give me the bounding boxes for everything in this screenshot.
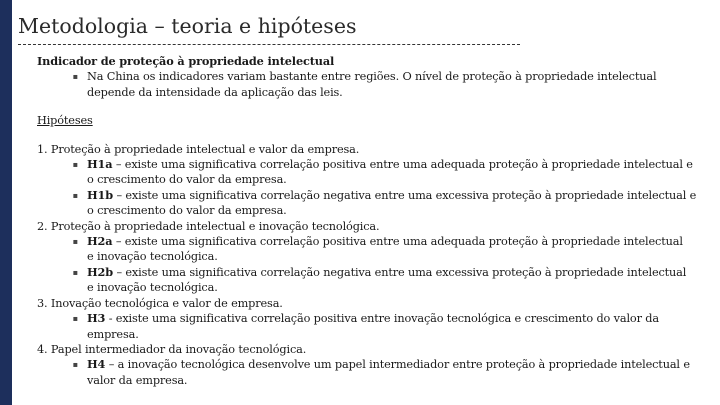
hypothesis-code: H3 — [87, 311, 106, 326]
slide-title: Metodologia – teoria e hipóteses — [18, 14, 357, 38]
slide-content — [37, 54, 709, 388]
hypothesis-line — [87, 357, 709, 372]
hypothesis-line: e inovação tecnológica. — [87, 281, 218, 295]
hypothesis-code: H2b — [87, 264, 113, 279]
hypothesis-line: e inovação tecnológica. — [87, 250, 218, 264]
hypothesis-bullet — [37, 157, 709, 188]
hypothesis-code: H4 — [87, 357, 106, 372]
hypothesis-topic: 1. Proteção à propriedade intelectual e valor da empresa. — [37, 142, 360, 156]
indicator-bullet — [37, 69, 709, 100]
left-accent-bar — [0, 0, 12, 405]
hypothesis-code: H1a — [87, 157, 113, 172]
hypotheses-list — [37, 142, 709, 389]
hypothesis-text: – existe uma significativa correlação negativa entre uma excessiva proteção à propriedade intelectual e — [116, 188, 697, 202]
hypothesis-line: o crescimento do valor da empresa. — [87, 173, 287, 187]
hypothesis-bullet — [37, 234, 709, 265]
title-dashed-divider — [18, 44, 520, 45]
hypothesis-line: empresa. — [87, 327, 139, 341]
hypothesis-text: – existe uma significativa correlação negativa entre uma excessiva proteção à propriedade intelectual — [116, 265, 687, 279]
square-bullet-icon: ▪ — [72, 237, 78, 247]
hypothesis-line: valor da empresa. — [87, 373, 188, 387]
hypothesis-bullet — [37, 357, 709, 388]
hypothesis-topic: 4. Papel intermediador da inovação tecnológica. — [37, 342, 307, 356]
square-bullet-icon: ▪ — [72, 190, 78, 200]
hypothesis-line — [87, 157, 709, 172]
hypotheses-heading: Hipóteses — [37, 114, 93, 128]
hypothesis-line: o crescimento do valor da empresa. — [87, 204, 287, 218]
square-bullet-icon: ▪ — [72, 267, 78, 277]
hypothesis-text: – existe uma significativa correlação positiva entre uma adequada proteção à propriedade intelectual — [115, 235, 683, 249]
hypothesis-code: H1b — [87, 187, 113, 202]
hypothesis-line — [87, 234, 709, 249]
square-bullet-icon: ▪ — [72, 360, 78, 370]
hypothesis-topic: 3. Inovação tecnológica e valor de empresa. — [37, 296, 283, 310]
hypothesis-line — [87, 265, 709, 280]
hypothesis-text: – existe uma significativa correlação positiva entre uma adequada proteção à propriedade intelectual e — [115, 158, 693, 172]
hypothesis-bullet — [37, 188, 709, 219]
hypothesis-topic: 2. Proteção à propriedade intelectual e inovação tecnológica. — [37, 219, 380, 233]
hypothesis-line — [87, 311, 709, 326]
hypothesis-bullet — [37, 265, 709, 296]
indicator-text-line: depende da intensidade da aplicação das leis. — [87, 85, 343, 99]
hypothesis-text: – a inovação tecnológica desenvolve um papel intermediador entre proteção à propriedade intelectual e — [108, 358, 690, 372]
hypothesis-line — [87, 188, 709, 203]
square-bullet-icon: ▪ — [72, 160, 78, 170]
indicator-heading: Indicador de proteção à propriedade intelectual — [37, 54, 335, 68]
indicator-text-line: Na China os indicadores variam bastante entre regiões. O nível de proteção à propriedade intelectual — [87, 70, 657, 84]
square-bullet-icon: ▪ — [72, 314, 78, 324]
hypothesis-text: - existe uma significativa correlação positiva entre inovação tecnológica e crescimento do valor da — [108, 312, 659, 326]
square-bullet-icon: ▪ — [72, 72, 78, 82]
hypothesis-bullet — [37, 311, 709, 342]
hypothesis-code: H2a — [87, 234, 113, 249]
